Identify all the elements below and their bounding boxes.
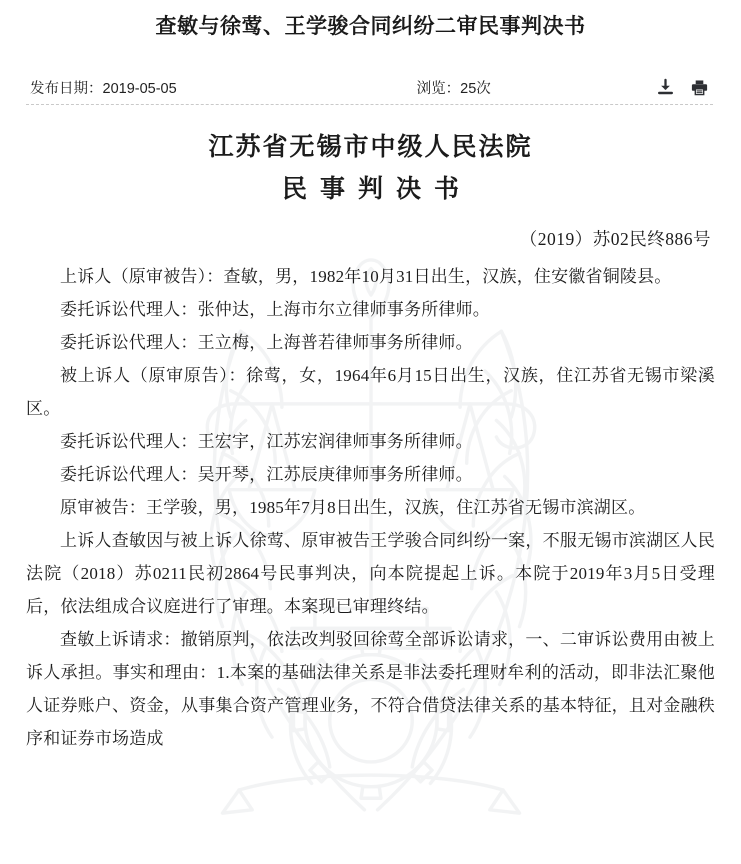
paragraph: 委托诉讼代理人：王宏宇，江苏宏润律师事务所律师。 <box>60 432 473 452</box>
page-title: 查敏与徐莺、王学骏合同纠纷二审民事判决书 <box>155 15 586 38</box>
publish-date: 发布日期：2019-05-05 <box>30 80 177 97</box>
paragraph: 上诉人（原审被告）：查敏，男，1982年10月31日出生，汉族，住安徽省铜陵县。 <box>60 267 672 287</box>
court-name: 江苏省无锡市中级人民法院 <box>208 134 533 162</box>
document-body <box>0 131 741 755</box>
print-icon[interactable] <box>689 77 709 97</box>
view-count: 浏览：25次 <box>416 80 491 97</box>
paragraph: 委托诉讼代理人：王立梅，上海普若律师事务所律师。 <box>60 333 473 353</box>
download-icon[interactable] <box>655 77 675 97</box>
paragraph: 委托诉讼代理人：吴开琴，江苏辰庚律师事务所律师。 <box>60 465 473 485</box>
paragraph: 原审被告：王学骏，男，1985年7月8日出生，汉族，住江苏省无锡市滨湖区。 <box>60 498 646 518</box>
case-number: （2019）苏02民终886号 <box>519 228 711 249</box>
paragraph: 被上诉人（原审原告）：徐莺，女，1964年6月15日出生，汉族，住江苏省无锡市梁溪区。 <box>26 366 715 419</box>
document-kind: 民事判决书 <box>281 176 472 204</box>
paragraph: 上诉人查敏因与被上诉人徐莺、原审被告王学骏合同纠纷一案，不服无锡市滨湖区人民法院（2018）苏0211民初2864号民事判决，向本院提起上诉。本院于2019年3月5日受理后，依法组成合议庭进行了审理。本案现已审理终结。 <box>26 531 715 617</box>
paragraph-list <box>26 260 715 755</box>
meta-divider <box>26 104 713 105</box>
paragraph: 查敏上诉请求：撤销原判，依法改判驳回徐莺全部诉讼请求，一、二审诉讼费用由被上诉人承担。事实和理由：1.本案的基础法律关系是非法委托理财牟利的活动，即非法汇聚他人证券账户、资金，从事集合资产管理业务，不符合借贷法律关系的基本特征，且对金融秩序和证券市场造成 <box>26 630 715 749</box>
meta-actions <box>655 77 709 97</box>
meta-row <box>0 70 741 104</box>
paragraph: 委托诉讼代理人：张仲达，上海市尔立律师事务所律师。 <box>60 300 490 320</box>
